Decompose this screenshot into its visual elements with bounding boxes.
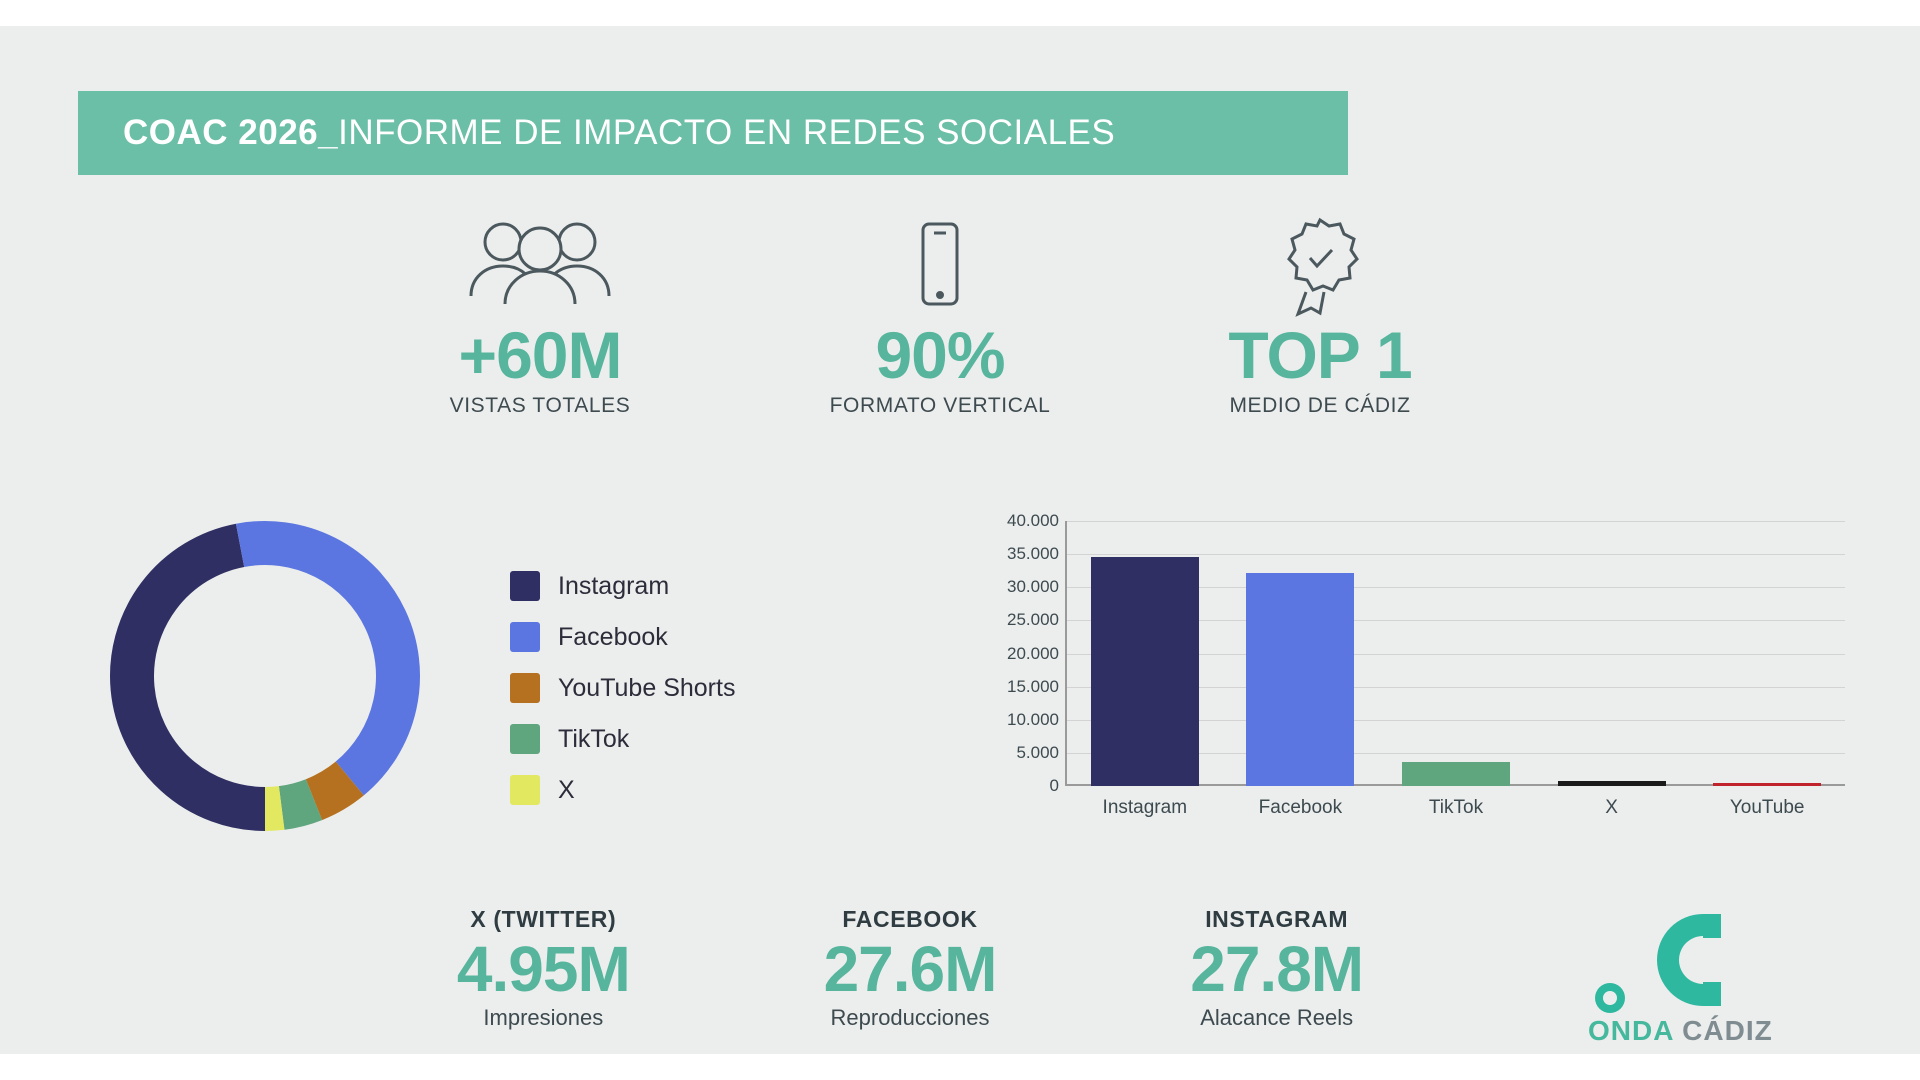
kpi-label: MEDIO DE CÁDIZ bbox=[1229, 394, 1411, 418]
y-tick-label: 35.000 bbox=[1007, 544, 1059, 564]
y-tick-label: 40.000 bbox=[1007, 511, 1059, 530]
bar-chart-y-axis bbox=[975, 511, 1059, 795]
legend-item bbox=[510, 673, 735, 703]
platform-volume-bar-chart bbox=[975, 511, 1855, 851]
bar-chart-x-labels bbox=[1067, 797, 1845, 819]
x-tick-label: TikTok bbox=[1428, 797, 1484, 818]
kpi-row bbox=[330, 211, 1510, 431]
bar-cell bbox=[1534, 521, 1690, 786]
legend-item bbox=[510, 724, 735, 754]
bar-cell bbox=[1378, 521, 1534, 786]
bar-youtube bbox=[1713, 783, 1821, 786]
stat-value: 27.8M bbox=[1190, 933, 1364, 1005]
stat-value: 27.6M bbox=[823, 933, 997, 1005]
header-banner bbox=[78, 91, 1348, 175]
bar-cell bbox=[1689, 521, 1845, 786]
legend-swatch-tiktok bbox=[510, 724, 540, 754]
bar-x bbox=[1558, 781, 1666, 786]
donut-slice-facebook bbox=[240, 543, 398, 778]
donut-slice-tiktok bbox=[282, 800, 314, 808]
legend-label: TikTok bbox=[558, 724, 630, 753]
kpi-top-medium bbox=[1130, 211, 1510, 418]
legend-swatch-facebook bbox=[510, 622, 540, 652]
y-tick-label: 20.000 bbox=[1007, 643, 1059, 663]
kpi-value: 90% bbox=[875, 318, 1005, 392]
legend-item bbox=[510, 775, 735, 805]
x-tick-label: Facebook bbox=[1258, 797, 1343, 818]
kpi-total-views bbox=[330, 211, 750, 418]
kpi-label: VISTAS TOTALES bbox=[449, 394, 631, 418]
legend-item bbox=[510, 622, 735, 652]
donut-slice-youtube-shorts bbox=[314, 778, 350, 799]
logo-wordmark bbox=[1588, 1015, 1773, 1047]
people-icon bbox=[330, 211, 750, 321]
stat-sub: Alacance Reels bbox=[1200, 1004, 1354, 1030]
logo-onda-text: ONDA bbox=[1588, 1015, 1674, 1046]
legend-swatch-instagram bbox=[510, 571, 540, 601]
stat-sub: Impresiones bbox=[483, 1004, 604, 1030]
onda-cadiz-logo bbox=[1588, 906, 1818, 1051]
legend-item bbox=[510, 571, 735, 601]
award-badge-icon bbox=[1130, 211, 1510, 321]
x-tick-label: Instagram bbox=[1102, 797, 1188, 818]
stat-x-twitter bbox=[360, 906, 727, 1031]
bar-chart-bars bbox=[1067, 521, 1845, 786]
x-tick-label: X bbox=[1605, 797, 1618, 818]
bar-facebook bbox=[1246, 573, 1354, 786]
kpi-value: +60M bbox=[458, 318, 622, 392]
stat-value: 4.95M bbox=[456, 933, 630, 1005]
y-tick-label: 5.000 bbox=[1016, 742, 1059, 762]
bar-instagram bbox=[1091, 557, 1199, 786]
stat-title: INSTAGRAM bbox=[1205, 906, 1349, 932]
kpi-value: TOP 1 bbox=[1228, 318, 1412, 392]
stat-sub: Reproducciones bbox=[830, 1004, 990, 1030]
bar-cell bbox=[1223, 521, 1379, 786]
stat-title: FACEBOOK bbox=[842, 906, 978, 932]
legend-swatch-youtube-shorts bbox=[510, 673, 540, 703]
legend-label: Instagram bbox=[558, 571, 670, 600]
c-logo-icon bbox=[1588, 906, 1818, 1026]
page-title-light: INFORME DE IMPACTO EN REDES SOCIALES bbox=[338, 113, 1116, 152]
legend-label: X bbox=[558, 775, 575, 804]
y-tick-label: 15.000 bbox=[1007, 676, 1059, 696]
bottom-stats-row bbox=[360, 906, 1460, 1031]
y-tick-label: 10.000 bbox=[1007, 709, 1059, 729]
kpi-label: FORMATO VERTICAL bbox=[829, 394, 1051, 418]
bar-cell bbox=[1067, 521, 1223, 786]
logo-cadiz-text: CÁDIZ bbox=[1673, 1015, 1773, 1046]
x-tick-label: YouTube bbox=[1729, 797, 1805, 818]
donut-slice-x bbox=[265, 808, 282, 809]
bar-tiktok bbox=[1402, 762, 1510, 786]
y-tick-label: 25.000 bbox=[1007, 610, 1059, 630]
stat-facebook bbox=[727, 906, 1094, 1031]
legend-label: YouTube Shorts bbox=[558, 673, 736, 702]
platform-share-donut-chart bbox=[95, 506, 435, 846]
kpi-vertical-format bbox=[750, 211, 1130, 418]
page-title-strong: COAC 2026_ bbox=[123, 113, 339, 152]
donut-slice-instagram bbox=[132, 545, 265, 809]
stat-instagram bbox=[1093, 906, 1460, 1031]
smartphone-icon bbox=[750, 211, 1130, 321]
y-tick-label: 30.000 bbox=[1007, 577, 1059, 597]
stat-title: X (TWITTER) bbox=[470, 906, 617, 932]
donut-legend bbox=[510, 571, 735, 826]
legend-label: Facebook bbox=[558, 622, 668, 651]
page-title bbox=[123, 113, 1115, 153]
legend-swatch-x bbox=[510, 775, 540, 805]
y-tick-label: 0 bbox=[1049, 776, 1059, 795]
